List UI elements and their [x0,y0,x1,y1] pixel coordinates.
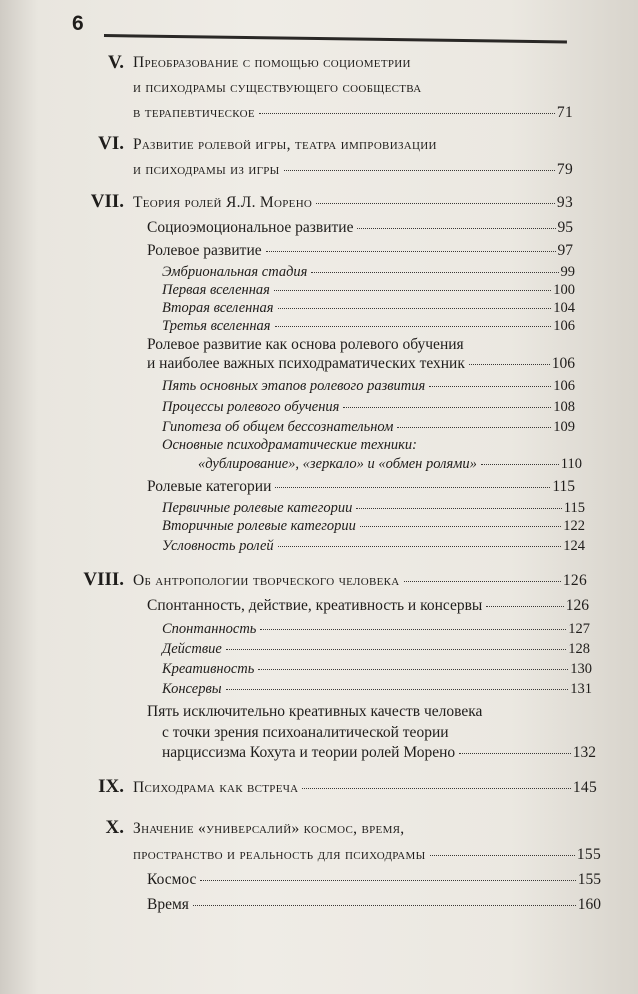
toc-entry: Социоэмоциональное развитие 95 [147,219,573,236]
toc-entry: Вторичные ролевые категории 122 [162,518,585,534]
chapter-number: VIII. [83,569,124,590]
toc-entry: Спонтанность, действие, креативность и консервы 126 [147,597,589,614]
toc-entry-line: Пять исключительно креативных качеств человека [147,703,483,720]
toc-entry: и психодрамы из игры 79 [133,161,573,178]
toc-entry: Третья вселенная 106 [162,318,575,334]
toc-entry: Процессы ролевого обучения 108 [162,399,575,415]
chapter-number: IX. [98,776,124,797]
toc-entry-line: Основные психодраматические техники: [162,437,417,453]
toc-entry: Консервы 131 [162,681,592,697]
toc-entry: Ролевые категории 115 [147,478,575,495]
toc-entry: нарциссизма Кохута и теории ролей Морено 132 [162,744,596,761]
chapter-title-line: Значение «универсалий» космос, время, [133,820,405,837]
toc-entry: Теория ролей Я.Л. Морено 93 [133,194,573,211]
chapter-number: VII. [90,191,124,212]
chapter-title-line: Преобразование с помощью социометрии [133,54,411,71]
toc-entry: Действие 128 [162,641,590,657]
toc-entry: Космос 155 [147,871,601,888]
toc-entry: Креативность 130 [162,661,592,677]
toc-entry: Эмбриональная стадия 99 [162,264,575,280]
toc-entry: и наиболее важных психодраматических техник 106 [147,355,575,372]
header-rule [104,34,567,43]
chapter-title-line: Развитие ролевой игры, театра импровизации [133,136,437,153]
toc-entry-line: Ролевое развитие как основа ролевого обучения [147,336,464,353]
toc-entry: Об антропологии творческого человека 126 [133,572,587,589]
toc-entry-line: с точки зрения психоаналитической теории [162,724,449,741]
chapter-number: V. [107,52,124,73]
toc-entry: в терапевтическое 71 [133,104,573,121]
toc-entry: Первичные ролевые категории 115 [162,500,585,516]
toc-entry: Психодрама как встреча 145 [133,779,597,796]
toc-entry: Спонтанность 127 [162,621,590,637]
toc-entry: Ролевое развитие 97 [147,242,573,259]
toc-entry: пространство и реальность для психодрамы 155 [133,846,601,863]
chapter-title-line: и психодрамы существующего сообщества [133,79,422,96]
toc-entry: Вторая вселенная 104 [162,300,575,316]
toc-entry: Первая вселенная 100 [162,282,575,298]
page-number: 6 [72,12,84,35]
chapter-number: VI. [98,133,124,154]
toc-entry: Гипотеза об общем бессознательном 109 [162,419,575,435]
toc-entry: Время 160 [147,896,601,913]
chapter-number: X. [105,817,124,838]
toc-entry: Условность ролей 124 [162,538,585,554]
toc-entry: «дублирование», «зеркало» и «обмен ролями» 110 [198,456,582,472]
toc-entry: Пять основных этапов ролевого развития 106 [162,378,575,394]
